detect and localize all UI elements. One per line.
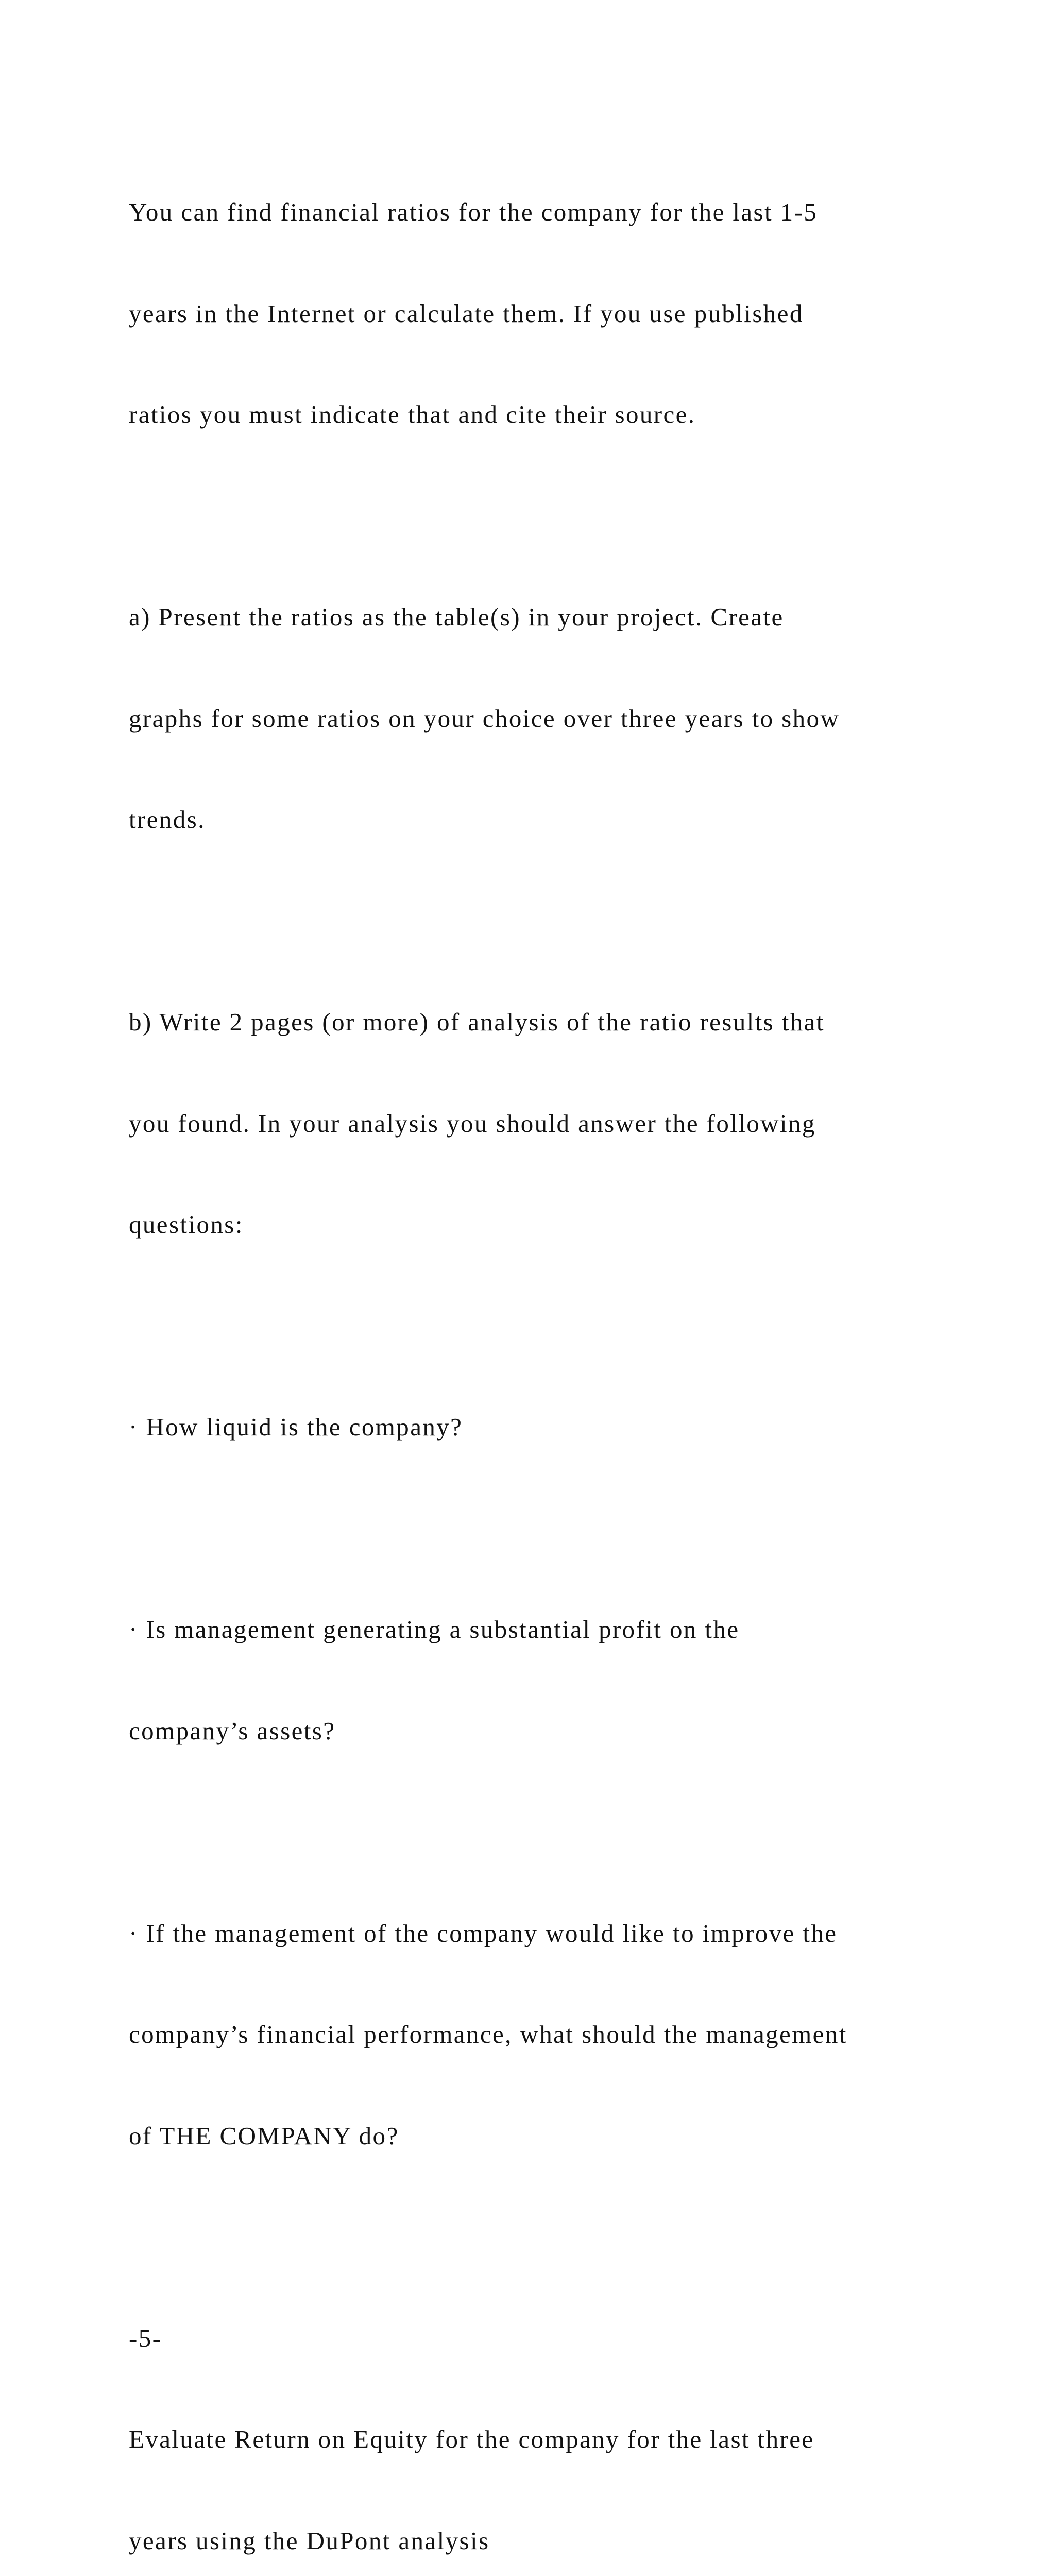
paragraph-gap bbox=[129, 1512, 974, 1546]
paragraph-gap bbox=[129, 2220, 974, 2254]
text-line: years using the DuPont analysis bbox=[129, 2524, 974, 2558]
paragraph-gap bbox=[129, 1309, 974, 1343]
text-line: you found. In your analysis you should answer the following bbox=[129, 1107, 974, 1141]
text-line: company’s assets? bbox=[129, 1714, 974, 1748]
text-line: questions: bbox=[129, 1208, 974, 1242]
question-improvement bbox=[129, 1849, 974, 2221]
text-line: · If the management of the company would like to improve the bbox=[129, 1917, 974, 1951]
text-line: years in the Internet or calculate them. If you use published bbox=[129, 297, 974, 331]
paragraph-item-b bbox=[129, 938, 974, 1309]
document-body bbox=[129, 128, 974, 2576]
paragraph-ratios-intro bbox=[129, 128, 974, 499]
paragraph-gap bbox=[129, 904, 974, 938]
paragraph-gap bbox=[129, 499, 974, 533]
text-line: Evaluate Return on Equity for the company for the last three bbox=[129, 2422, 974, 2456]
text-line: You can find financial ratios for the company for the last 1-5 bbox=[129, 195, 974, 229]
text-line: company’s financial performance, what should the management bbox=[129, 2018, 974, 2052]
text-line: · Is management generating a substantial profit on the bbox=[129, 1613, 974, 1647]
text-line: · How liquid is the company? bbox=[129, 1410, 974, 1444]
text-line: a) Present the ratios as the table(s) in your project. Create bbox=[129, 600, 974, 634]
paragraph-item-a bbox=[129, 533, 974, 904]
text-line: ratios you must indicate that and cite their source. bbox=[129, 398, 974, 432]
text-line: b) Write 2 pages (or more) of analysis of the ratio results that bbox=[129, 1005, 974, 1039]
text-line: trends. bbox=[129, 803, 974, 837]
section-5-dupont bbox=[129, 2254, 974, 2576]
question-liquidity bbox=[129, 1343, 974, 1512]
text-line: graphs for some ratios on your choice over three years to show bbox=[129, 702, 974, 736]
section-number: -5- bbox=[129, 2321, 974, 2355]
question-profit bbox=[129, 1545, 974, 1815]
text-line: of THE COMPANY do? bbox=[129, 2119, 974, 2153]
paragraph-gap bbox=[129, 1815, 974, 1849]
